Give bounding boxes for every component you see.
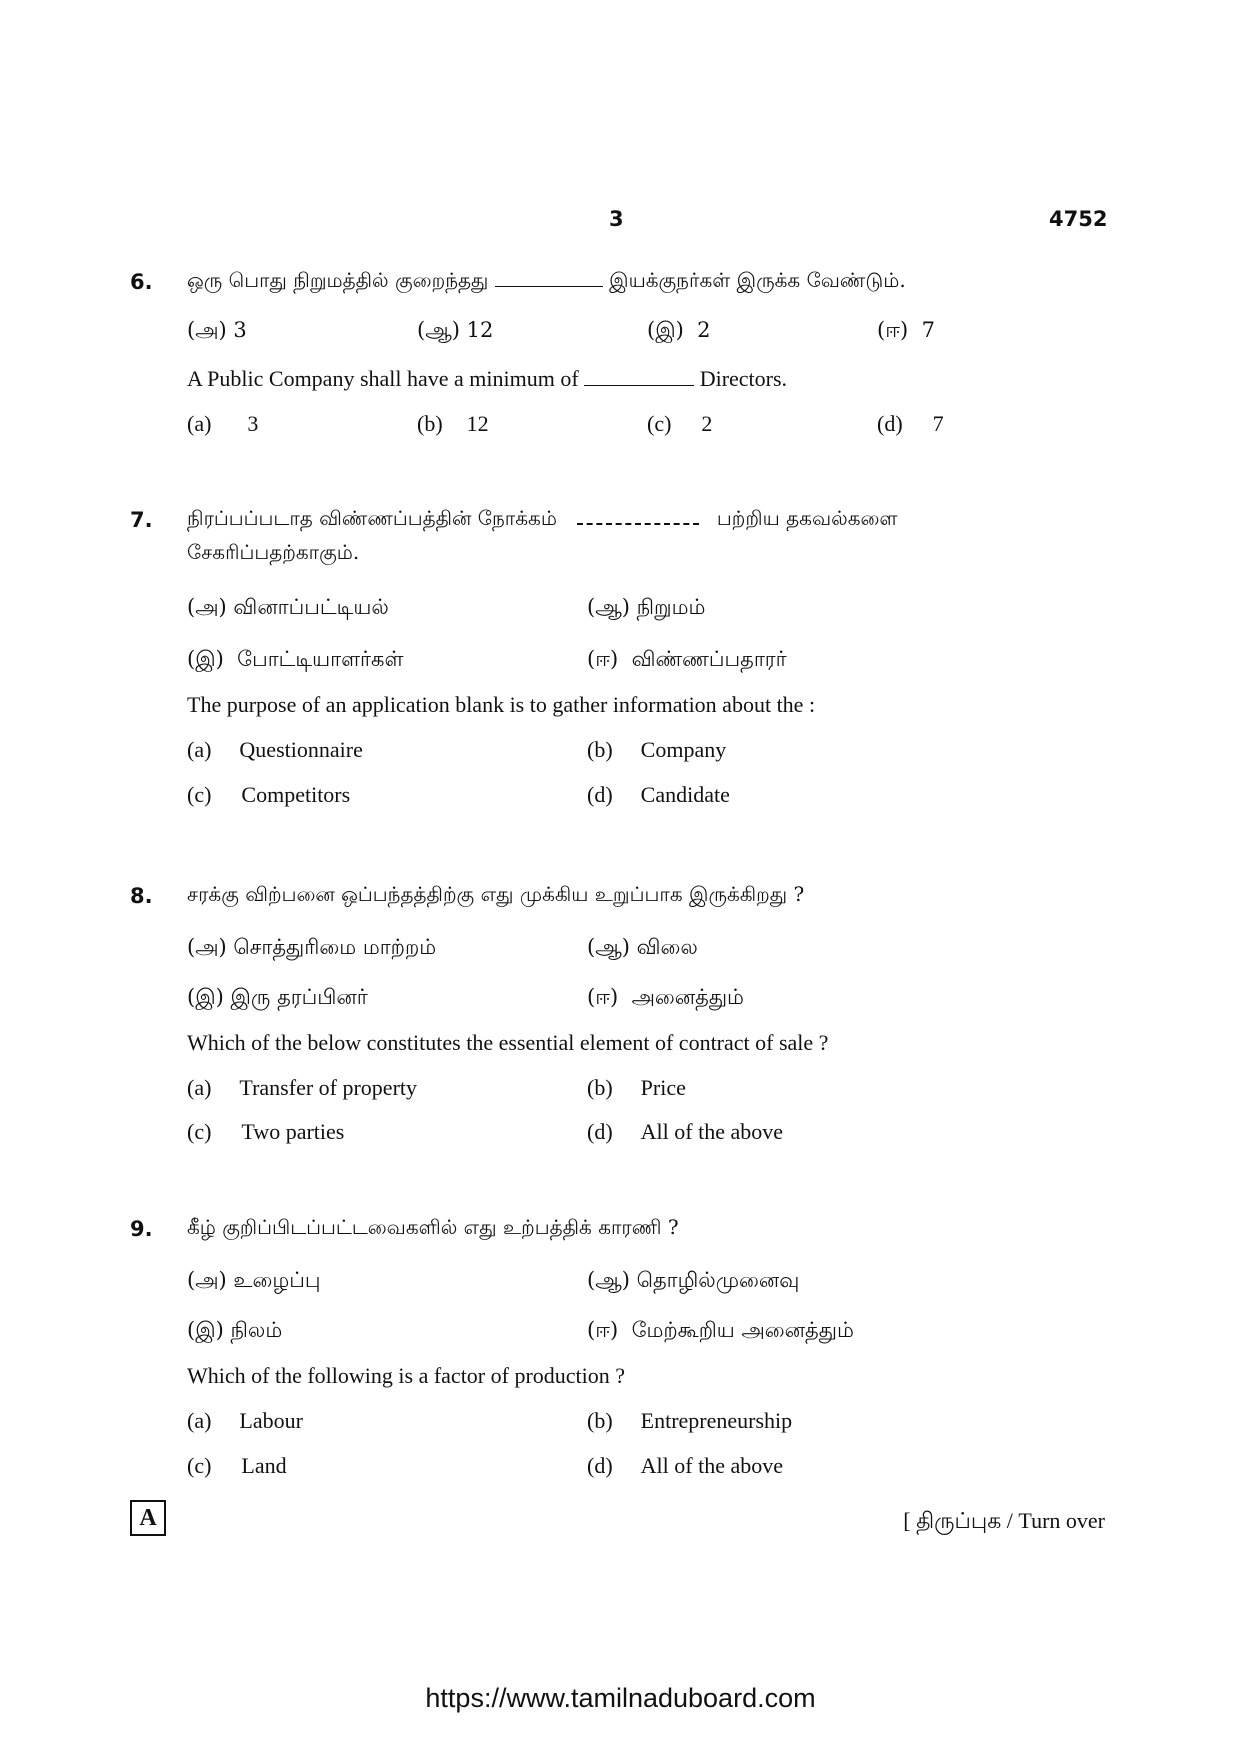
option-english: (a) Questionnaire	[187, 737, 363, 762]
option-tamil: (ஆ) நிறுமம்	[587, 595, 706, 619]
option-tamil: (இ) 2	[647, 318, 711, 342]
option-english: (d) Candidate	[587, 782, 730, 807]
question-number: 8.	[130, 884, 153, 908]
option-english: (c) Competitors	[187, 782, 351, 807]
option-tamil: (ஆ) விலை	[587, 935, 698, 959]
question-text-english: The purpose of an application blank is to gather information about the :	[187, 692, 816, 717]
option-english: (d) 7	[877, 411, 944, 436]
option-english: (b) Entrepreneurship	[587, 1408, 793, 1433]
option-tamil: (ஈ) விண்ணப்பதாரர்	[587, 647, 787, 671]
option-english: (c) 2	[647, 411, 713, 436]
option-english: (b) 12	[417, 411, 489, 436]
option-tamil: (அ) சொத்துரிமை மாற்றம்	[187, 935, 437, 959]
question-text-tamil: நிரப்பப்படாத விண்ணப்பத்தின் நோக்கம் பற்றிய தகவல்களை	[187, 506, 898, 530]
question-text-english: Which of the below constitutes the essential element of contract of sale ?	[187, 1030, 829, 1055]
option-tamil: (அ) உழைப்பு	[187, 1268, 321, 1292]
question-number: 7.	[130, 508, 153, 532]
option-english: (a) Transfer of property	[187, 1075, 418, 1100]
option-tamil: (ஈ) மேற்கூறிய அனைத்தும்	[587, 1318, 854, 1342]
option-tamil: (அ) 3	[187, 318, 247, 342]
turn-over-note: [ திருப்புக / Turn over	[903, 1508, 1105, 1533]
question-text-english: A Public Company shall have a minimum of Directors.	[187, 366, 788, 391]
option-tamil: (அ) வினாப்பட்டியல்	[187, 595, 389, 619]
question-text-tamil: சரக்கு விற்பனை ஒப்பந்தத்திற்கு எது முக்கிய உறுப்பாக இருக்கிறது ?	[187, 882, 805, 906]
question-text-tamil: கீழ் குறிப்பிடப்பட்டவைகளில் எது உற்பத்திக் காரணி ?	[187, 1215, 679, 1239]
answer-blank	[584, 385, 694, 386]
question-number: 6.	[130, 270, 153, 294]
paper-code: 4752	[1049, 207, 1108, 231]
option-tamil: (இ) நிலம்	[187, 1318, 283, 1342]
option-english: (b) Company	[587, 737, 727, 762]
option-tamil: (ஆ) 12	[417, 318, 494, 342]
option-tamil: (ஈ) அனைத்தும்	[587, 985, 744, 1009]
question-number: 9.	[130, 1217, 153, 1241]
question-text-tamil-cont: சேகரிப்பதற்காகும்.	[187, 540, 360, 564]
option-english: (a) 3	[187, 411, 259, 436]
option-english: (c) Land	[187, 1453, 287, 1478]
booklet-type-box: A	[130, 1500, 166, 1536]
option-tamil: (இ) போட்டியாளர்கள்	[187, 647, 404, 671]
option-tamil: (ஆ) தொழில்முனைவு	[587, 1268, 800, 1292]
option-tamil: (இ) இரு தரப்பினர்	[187, 985, 368, 1009]
option-english: (a) Labour	[187, 1408, 303, 1433]
option-english: (c) Two parties	[187, 1119, 345, 1144]
answer-blank	[495, 286, 603, 287]
page-number: 3	[609, 207, 624, 231]
option-english: (d) All of the above	[587, 1119, 784, 1144]
answer-blank	[577, 509, 699, 525]
option-english: (b) Price	[587, 1075, 686, 1100]
question-text-english: Which of the following is a factor of production ?	[187, 1363, 626, 1388]
question-text-tamil: ஒரு பொது நிறுமத்தில் குறைந்தது இயக்குநர்கள் இருக்க வேண்டும்.	[187, 268, 906, 292]
option-tamil: (ஈ) 7	[877, 318, 935, 342]
option-english: (d) All of the above	[587, 1453, 784, 1478]
footer-url: https://www.tamilnaduboard.com	[425, 1683, 816, 1713]
